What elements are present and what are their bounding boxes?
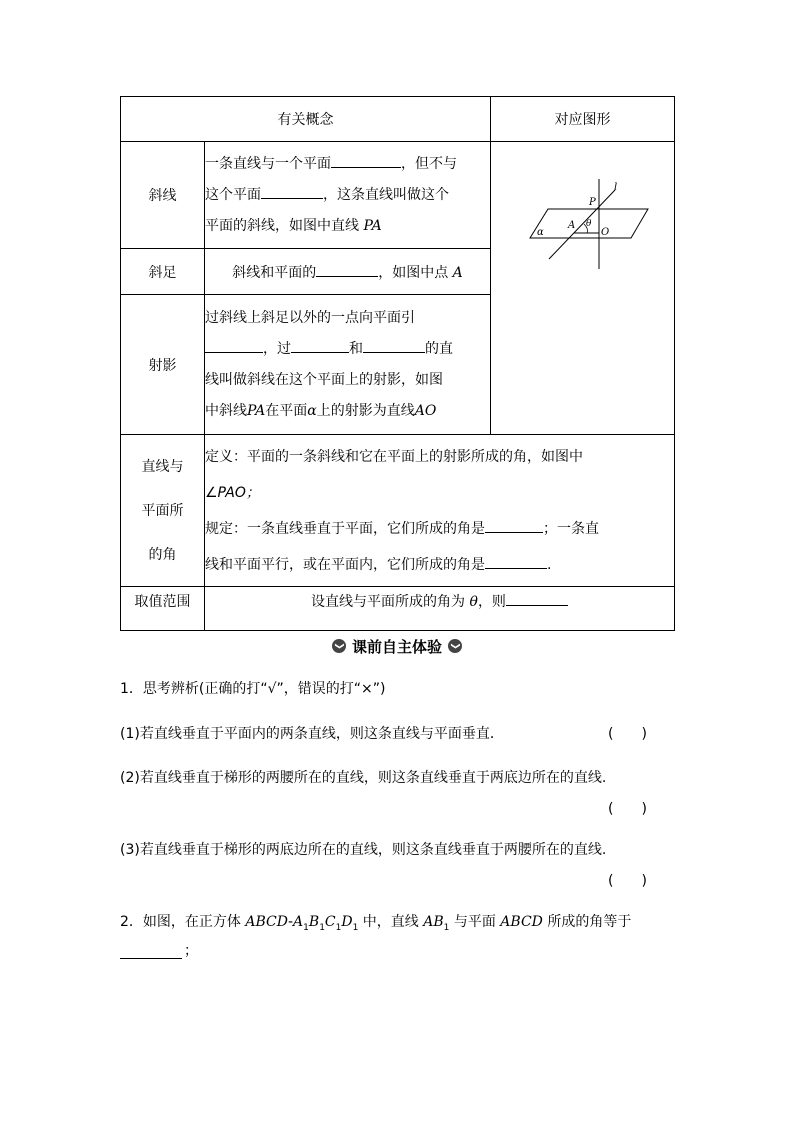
header-figure: 对应图形 [491,97,675,142]
fill-blank[interactable] [485,518,543,533]
text: 设直线与平面所成的角为 [311,594,466,610]
label-alpha: α [537,227,544,238]
label-l: l [614,182,618,193]
table-row [121,142,675,249]
subscript: 1 [335,922,342,933]
text: 和 [349,340,363,357]
text: 线叫做斜线在这个平面上的射影，如图 [205,371,443,388]
row-name-oblique: 斜线 [121,142,205,249]
answer-paren[interactable]: ( ) [608,801,647,817]
math-text: A [293,914,304,930]
math-ao: AO [414,402,437,419]
subscript: 1 [303,922,309,933]
fill-blank[interactable] [506,591,568,606]
label-a: A [568,220,576,231]
label-o: O [601,227,610,238]
text: ；一条直 [543,520,599,537]
math-text: AB [423,914,444,930]
text: 的角 [148,546,177,563]
concept-table [120,96,675,631]
text: 的直 [425,340,453,357]
table-row [121,587,675,631]
text: 这个平面 [205,186,261,203]
row-desc-foot [205,249,491,295]
text: 过斜线上斜足以外的一点向平面引 [205,309,415,326]
text: 在平面 [265,402,308,419]
row-name-angle [121,435,205,587]
text: . [547,556,552,573]
row-desc-projection [205,295,491,435]
figure-cell [491,142,675,435]
text: - [287,914,294,930]
text: ，但不与 [401,155,457,172]
table-row [121,435,675,587]
fill-blank[interactable] [485,554,547,569]
question-1-stem: 1．思考辨析(正确的打“√”，错误的打“×”) [120,681,386,697]
row-desc-angle [205,435,675,587]
math-text: B [308,914,320,930]
text: 中，直线 [358,914,424,930]
text: 定义：平面的一条斜线和它在平面上的射影所成的角，如图中 [205,448,583,465]
text: 与平面 [449,914,501,930]
row-name-range: 取值范围 [121,587,205,631]
fill-blank[interactable] [316,262,378,277]
fill-blank[interactable] [205,338,263,353]
answer-paren[interactable]: ( ) [608,726,647,742]
fill-blank[interactable] [331,153,401,168]
text: 一条直线与一个平面 [205,155,331,172]
text: ，如图中点 [378,264,449,281]
question-2-end: ； [184,943,198,959]
label-theta: θ [586,219,592,229]
section-title [0,636,794,657]
text: 规定：一条直线垂直于平面，它们所成的角是 [205,520,485,537]
text: ∠PAO； [205,484,260,501]
chevron-down-icon: ❯ [332,639,346,653]
question-1-item-3: (3)若直线垂直于梯形的两底边所在的直线，则这条直线垂直于两腰所在的直线. [120,842,607,858]
fill-blank[interactable] [363,338,425,353]
fill-blank[interactable] [120,958,182,959]
text: 直线与 [141,458,184,475]
text: ，过 [263,340,291,357]
row-desc-oblique [205,142,491,249]
fill-blank[interactable] [261,184,323,199]
subscript: 1 [352,922,359,933]
oblique-line-l [549,190,615,259]
question-1-item-1: (1)若直线垂直于平面内的两条直线，则这条直线与平面垂直． [120,726,504,742]
subscript: 1 [319,922,325,933]
answer-paren[interactable]: ( ) [608,873,647,889]
text: 中斜线 [205,402,247,419]
row-name-projection: 射影 [121,295,205,435]
chevron-down-icon: ❯ [448,639,462,653]
math-pa: PA [247,402,266,419]
header-concept: 有关概念 [121,97,491,142]
text: 平面所 [141,502,184,519]
row-desc-range [205,587,675,631]
subscript: 1 [443,922,450,933]
table-header-row [121,97,675,142]
math-text: ABCD [245,914,288,930]
question-1-item-2: (2)若直线垂直于梯形的两腰所在的直线，则这条直线垂直于两底边所在的直线. [120,770,607,786]
text: 斜线和平面的 [232,264,317,281]
text: 平面的斜线，如图中直线 [205,217,359,234]
math-a: A [452,264,463,281]
math-text: D [341,914,353,930]
label-p: P [589,197,596,208]
math-theta: θ [469,594,478,610]
question-2-stem [120,911,631,933]
text: 上的射影为直线 [316,402,415,419]
fill-blank[interactable] [291,338,349,353]
text: 线和平面平行，或在平面内，它们所成的角是 [205,556,485,573]
math-text: ABCD [500,914,543,930]
oblique-line-figure [491,142,675,430]
math-pa: PA [363,217,382,234]
text: 2．如图，在正方体 [120,914,246,930]
section-title-text: 课前自主体验 [351,638,442,656]
math-text: C [324,914,336,930]
math-alpha: α [307,402,317,419]
text: 所成的角等于 [542,914,632,930]
text: ，这条直线叫做这个 [323,186,449,203]
row-name-foot: 斜足 [121,249,205,295]
text: ，则 [477,594,506,610]
